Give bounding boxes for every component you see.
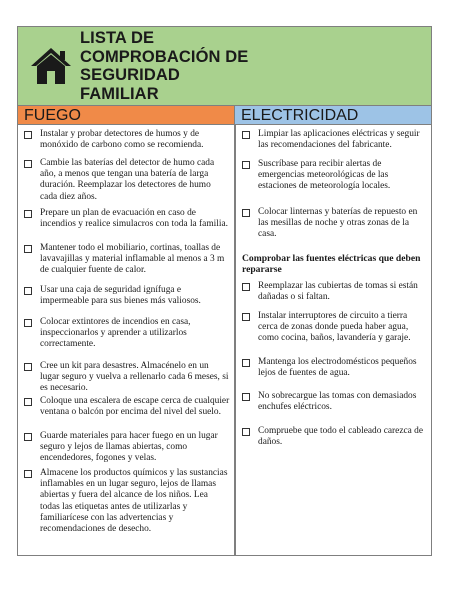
electric-heading: ELECTRICIDAD [235,106,431,125]
fire-list [18,125,234,555]
checklist-item [18,317,230,361]
checklist-columns [17,106,432,556]
item-text: Cree un kit para desastres. Almacénelo en un lugar seguro y vuelva a rellenarlo cada 6 meses, si es necesario. [40,361,229,394]
checkbox[interactable] [24,470,32,478]
checklist-item [18,431,230,468]
checkbox[interactable] [24,210,32,218]
checkbox[interactable] [242,161,250,169]
checkbox[interactable] [242,209,250,217]
checkbox[interactable] [24,287,32,295]
checkbox[interactable] [24,319,32,327]
checklist-item [18,158,230,208]
checklist-item [18,243,230,285]
checkbox[interactable] [242,131,250,139]
checklist-item [18,129,230,158]
item-text: Guarde materiales para hacer fuego en un lugar seguro y lejos de llamas abiertas, como encendedores, fogones y velas. [40,431,218,464]
checklist-item [18,285,230,317]
checklist-sheet [17,26,432,556]
checklist-item [236,207,427,253]
checklist-item [236,281,427,311]
item-text: Instalar interruptores de circuito a tierra cerca de zonas donde pueda haber agua, como cocina, baños, lavandería y garaje. [258,311,411,344]
repair-subheading: Comprobar las fuentes eléctricas que deben repararse [242,253,421,276]
header-banner [17,26,432,106]
fire-column [17,106,234,556]
checkbox[interactable] [242,393,250,401]
checklist-item [18,208,230,243]
item-text: Mantenga los electrodomésticos pequeños lejos de fuentes de agua. [258,357,417,379]
checkbox[interactable] [242,359,250,367]
checklist-item [236,159,427,207]
checklist-item [18,361,230,396]
checklist-item [236,391,427,426]
item-text: Almacene los productos químicos y las sustancias inflamables en un lugar seguro, lejos de llamas abiertas y fuera del alcance de los niños. Lea todas las etiquetas antes de utilizarlas y familiarícese con las advertencias y recomendaciones de desecho. [40,468,228,535]
item-text: Cambie las baterías del detector de humo cada año, a menos que tengan una batería de larga duración. Reemplazar los detectores de humo cada diez años. [40,158,215,202]
item-text: Colocar linternas y baterías de repuesto en las mesillas de noche y otras zonas de la casa. [258,207,418,240]
item-text: Usar una caja de seguridad ignífuga e impermeable para sus bienes más valiosos. [40,285,201,307]
checkbox[interactable] [24,433,32,441]
checklist-item [18,396,230,431]
checkbox[interactable] [24,160,32,168]
item-text: Limpiar las aplicaciones eléctricas y seguir las recomendaciones del fabricante. [258,129,420,151]
checklist-item [236,311,427,357]
item-text: Colocar extintores de incendios en casa, inspeccionarlos y aprender a utilizarlos correctamente. [40,317,191,350]
title-line: COMPROBACIÓN DE [80,47,249,66]
item-text: Prepare un plan de evacuación en caso de incendios y realice simulacros con toda la familia. [40,208,228,230]
electric-list [235,125,431,555]
page-title [80,29,425,103]
house-icon [29,46,73,86]
checklist-item [236,357,427,391]
checklist-item [18,468,230,535]
item-text: No sobrecargue las tomas con demasiados enchufes eléctricos. [258,391,417,413]
checkbox[interactable] [24,245,32,253]
checkbox[interactable] [24,398,32,406]
checkbox[interactable] [24,363,32,371]
item-text: Reemplazar las cubiertas de tomas si están dañadas o si faltan. [258,281,418,303]
item-text: Compruebe que todo el cableado carezca de daños. [258,426,424,448]
item-text: Coloque una escalera de escape cerca de cualquier ventana o balcón por encima del nivel del suelo. [40,396,230,418]
title-line: FAMILIAR [80,84,159,103]
title-line: LISTA DE [80,29,155,47]
title-line: SEGURIDAD [80,66,180,84]
checkbox[interactable] [242,428,250,436]
checkbox[interactable] [242,313,250,321]
electric-column [234,106,432,556]
checklist-item [236,426,427,448]
checkbox[interactable] [24,131,32,139]
item-text: Mantener todo el mobiliario, cortinas, toallas de lavavajillas y material inflamable al menos a 3 m de cualquier fuente de calor. [40,243,225,276]
checklist-item [236,129,427,159]
item-text: Instalar y probar detectores de humos y de monóxido de carbono como se recomienda. [40,129,204,151]
fire-heading: FUEGO [18,106,234,125]
checkbox[interactable] [242,283,250,291]
item-text: Suscríbase para recibir alertas de emergencias meteorológicas de las estaciones de meteorología locales. [258,159,391,192]
